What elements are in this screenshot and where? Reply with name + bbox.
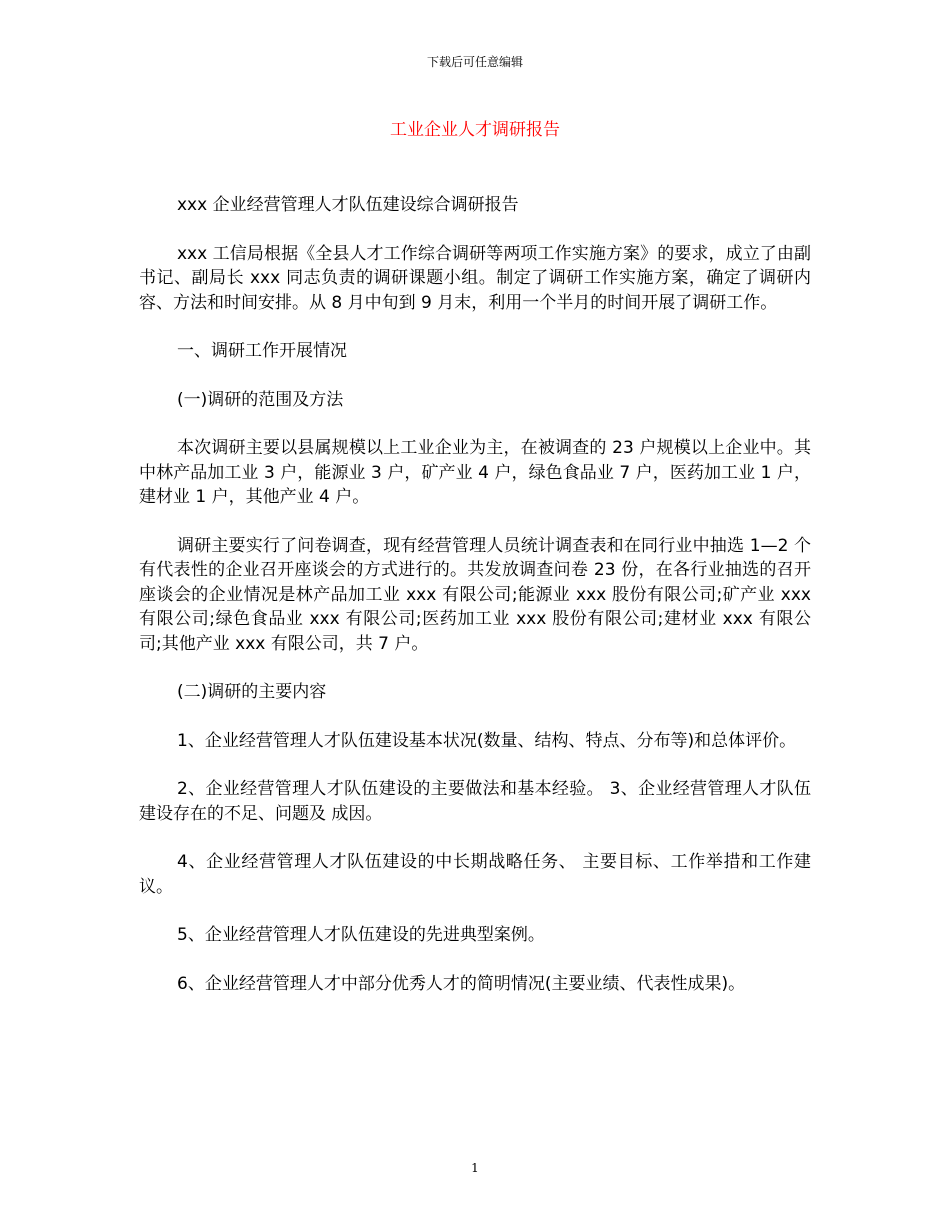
section-heading-1: 一、调研工作开展情况 [177,341,347,361]
subsection-heading-2: (二)调研的主要内容 [177,682,327,702]
list-item-4: 4、企业经营管理人才队伍建设的中长期战略任务、 主要目标、工作举措和工作建议。 [139,852,811,897]
document-title: 工业企业人才调研报告 [390,120,560,140]
document-body [139,193,811,1020]
paragraph-intro: xxx 工信局根据《全县人才工作综合调研等两项工作实施方案》的要求，成立了由副书记、副局长 xxx 同志负责的调研课题小组。制定了调研工作实施方案，确定了调研内容、方法和时间安排。从 8 月中旬到 9 月末，利用一个半月的时间开展了调研工作。 [139,243,811,313]
list-item-1: 1、企业经营管理人才队伍建设基本状况(数量、结构、特点、分布等)和总体评价。 [177,730,797,751]
list-item-5: 5、企业经营管理人才队伍建设的先进典型案例。 [177,925,545,945]
paragraph-scope: 本次调研主要以县属规模以上工业企业为主，在被调查的 23 户规模以上企业中。其中林产品加工业 3 户，能源业 3 户，矿产业 4 户，绿色食品业 7 户，医药加工业 1 户，建材业 1 户，其他产业 4 户。 [139,438,811,507]
subsection-heading-1: (一)调研的范围及方法 [177,389,344,410]
list-item-2-3: 2、企业经营管理人才队伍建设的主要做法和基本经验。 3、企业经营管理人才队伍建设存在的不足、问题及 成因。 [139,779,811,824]
page-number: 1 [471,1161,479,1175]
list-item-6: 6、企业经营管理人才中部分优秀人才的简明情况(主要业绩、代表性成果)。 [177,973,746,994]
paragraph-method: 调研主要实行了问卷调查，现有经营管理人员统计调查表和在同行业中抽选 1—2 个有代表性的企业召开座谈会的方式进行的。共发放调查问卷 23 份，在各行业抽选的召开座谈会的企业情况是林产品加工业 xxx 有限公司;能源业 xxx 股份有限公司;矿产业 xxx 有限公司;绿色食品业 xxx 有限公司;医药加工业 xxx 股份有限公司;建材业 xxx 有限公司;其他产业 xxx 有限公司，共 7 户。 [139,535,811,654]
paragraph-report-name: xxx 企业经营管理人才队伍建设综合调研报告 [177,195,519,215]
header-note: 下载后可任意编辑 [426,55,523,69]
